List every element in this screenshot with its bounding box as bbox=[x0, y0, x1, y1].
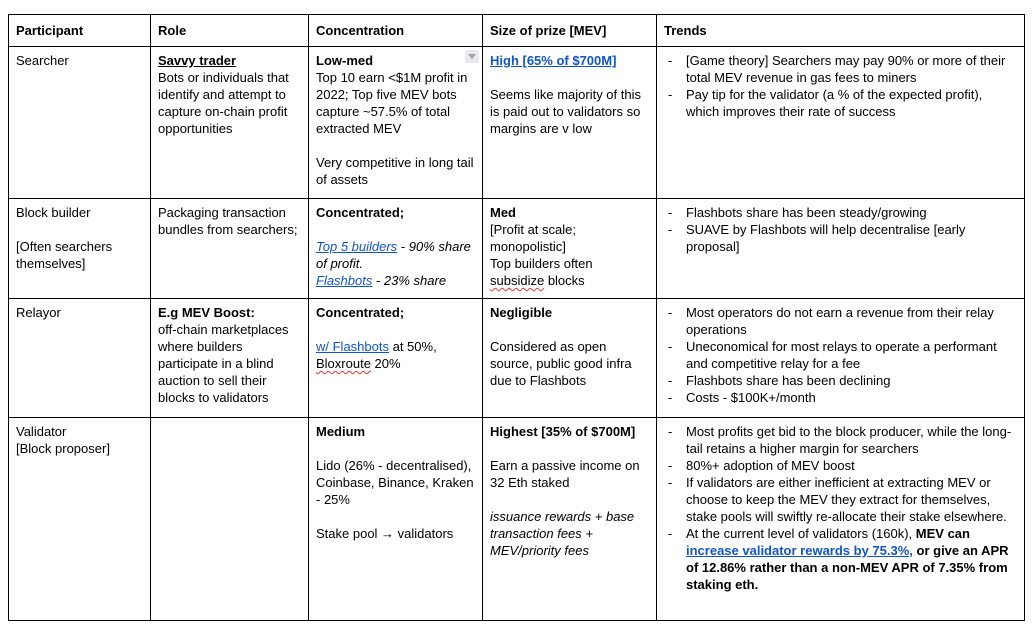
bullet-dash: - bbox=[668, 87, 673, 102]
top-builders-link[interactable]: Top 5 builders bbox=[316, 239, 398, 254]
header-participant: Participant bbox=[9, 15, 151, 47]
participant-sublabel: [Often searchers themselves] bbox=[16, 239, 113, 271]
participant-label: Relayor bbox=[16, 305, 61, 320]
participant-sublabel: [Block proposer] bbox=[16, 441, 110, 456]
header-size-of-prize: Size of prize [MEV] bbox=[483, 15, 657, 47]
row-block-builder bbox=[9, 199, 1025, 299]
trend-item: - At the current level of validators (160k), MEV can increase validator rewards by 75.3%, or give an APR of 12.86% rather than a non-MEV APR of 7.35% from staking eth. bbox=[664, 525, 1017, 593]
participant-label: Searcher bbox=[16, 53, 69, 68]
prize-size-note: [Profit at scale; monopolistic] bbox=[490, 222, 576, 254]
trend-item: - 80%+ adoption of MEV boost bbox=[664, 457, 1017, 474]
participant-label: Block builder bbox=[16, 205, 91, 220]
cell-size-validator bbox=[483, 418, 657, 621]
role-body: off-chain marketplaces where builders participate in a blind auction to sell their blocks to validators bbox=[158, 322, 289, 405]
cell-trends-relayor bbox=[657, 299, 1025, 418]
cell-participant-searcher bbox=[9, 47, 151, 199]
role-body: Bots or individuals that identify and attempt to capture on-chain profit opportunities bbox=[158, 70, 289, 136]
flashbots-link[interactable]: w/ Flashbots bbox=[316, 339, 389, 354]
prize-size-link[interactable]: High [65% of $700M] bbox=[490, 53, 617, 68]
cell-concentration-searcher bbox=[309, 47, 483, 199]
trend-item: - [Game theory] Searchers may pay 90% or more of their total MEV revenue in gas fees to miners bbox=[664, 52, 1017, 86]
concentration-level: Concentrated; bbox=[316, 205, 405, 220]
bullet-dash: - bbox=[668, 373, 673, 388]
prize-size-note: Earn a passive income on 32 Eth staked bbox=[490, 458, 640, 490]
cell-role-builder bbox=[151, 199, 309, 299]
prize-size-level: Highest [35% of $700M] bbox=[490, 424, 636, 439]
header-trends: Trends bbox=[657, 15, 1025, 47]
bullet-dash: - bbox=[668, 458, 673, 473]
bullet-dash: - bbox=[668, 475, 673, 490]
header-row bbox=[9, 15, 1025, 47]
concentration-note: Stake pool → validators bbox=[316, 526, 454, 541]
row-validator bbox=[9, 418, 1025, 621]
prize-size-note2: issuance rewards + base transaction fees + MEV/priority fees bbox=[490, 509, 635, 558]
concentration-note: Very competitive in long tail of assets bbox=[316, 155, 474, 187]
row-relayor bbox=[9, 299, 1025, 418]
concentration-detail: Lido (26% - decentralised), Coinbase, Binance, Kraken - 25% bbox=[316, 458, 474, 507]
spellcheck-word: Bloxroute bbox=[316, 356, 371, 371]
cell-size-relayor bbox=[483, 299, 657, 418]
trend-item: - If validators are either inefficient at extracting MEV or choose to keep the MEV they extract for themselves, stake pools will swiftly re-allocate their stake elsewhere. bbox=[664, 474, 1017, 525]
participant-label: Validator bbox=[16, 424, 67, 439]
trend-item: - Costs - $100K+/month bbox=[664, 389, 1017, 406]
concentration-detail: Top 10 earn <$1M profit in 2022; Top five MEV bots capture ~57.5% of total extracted MEV bbox=[316, 70, 468, 136]
trend-item: - Most profits get bid to the block producer, while the long-tail retains a higher margin for searchers bbox=[664, 423, 1017, 457]
cell-participant-builder bbox=[9, 199, 151, 299]
trend-item: - Most operators do not earn a revenue from their relay operations bbox=[664, 304, 1017, 338]
bullet-dash: - bbox=[668, 526, 673, 541]
cell-role-searcher bbox=[151, 47, 309, 199]
cell-trends-searcher bbox=[657, 47, 1025, 199]
prize-size-level: Med bbox=[490, 205, 516, 220]
role-title: Savvy trader bbox=[158, 53, 237, 68]
bullet-dash: - bbox=[668, 53, 673, 68]
bullet-dash: - bbox=[668, 222, 673, 237]
trend-item: - SUAVE by Flashbots will help decentralise [early proposal] bbox=[664, 221, 1017, 255]
trend-item: - Uneconomical for most relays to operate a performant and competitive relay for a fee bbox=[664, 338, 1017, 372]
validator-rewards-link[interactable]: increase validator rewards by 75.3%, bbox=[686, 543, 913, 558]
role-title: E.g MEV Boost: bbox=[158, 305, 255, 320]
cell-size-searcher bbox=[483, 47, 657, 199]
header-concentration: Concentration bbox=[309, 15, 483, 47]
flashbots-link[interactable]: Flashbots bbox=[316, 273, 373, 288]
prize-size-note: Seems like majority of this is paid out to validators so margins are v low bbox=[490, 87, 641, 136]
cell-dropdown-icon[interactable] bbox=[465, 50, 479, 63]
trend-item: - Flashbots share has been steady/growing bbox=[664, 204, 1017, 221]
bullet-dash: - bbox=[668, 424, 673, 439]
bullet-dash: - bbox=[668, 205, 673, 220]
cell-role-validator bbox=[151, 418, 309, 621]
cell-concentration-validator bbox=[309, 418, 483, 621]
cell-participant-validator bbox=[9, 418, 151, 621]
mev-participants-table bbox=[8, 14, 1025, 621]
bullet-dash: - bbox=[668, 339, 673, 354]
bullet-dash: - bbox=[668, 390, 673, 405]
prize-size-note2: Top builders often subsidize blocks bbox=[490, 256, 593, 288]
bullet-dash: - bbox=[668, 305, 673, 320]
row-searcher bbox=[9, 47, 1025, 199]
prize-size-level: Negligible bbox=[490, 305, 553, 320]
cell-concentration-relayor: Concentrated; w/ Flashbots at 50%, Bloxroute 20% bbox=[309, 299, 483, 418]
prize-size-note: Considered as open source, public good infra due to Flashbots bbox=[490, 339, 632, 388]
cell-role-relayor bbox=[151, 299, 309, 418]
cell-trends-builder bbox=[657, 199, 1025, 299]
role-body: Packaging transaction bundles from searchers; bbox=[158, 205, 298, 237]
cell-participant-relayor bbox=[9, 299, 151, 418]
trend-item: - Flashbots share has been declining bbox=[664, 372, 1017, 389]
header-role: Role bbox=[151, 15, 309, 47]
spellcheck-word: subsidize bbox=[490, 273, 545, 288]
concentration-level: Low-med bbox=[316, 53, 374, 68]
cell-concentration-builder: Concentrated; Top 5 builders - 90% share of profit. Flashbots - 23% share bbox=[309, 199, 483, 299]
concentration-level: Medium bbox=[316, 424, 366, 439]
trend-item: - Pay tip for the validator (a % of the expected profit), which improves their rate of success bbox=[664, 86, 1017, 120]
concentration-level: Concentrated; bbox=[316, 305, 405, 320]
cell-size-builder bbox=[483, 199, 657, 299]
cell-trends-validator bbox=[657, 418, 1025, 621]
